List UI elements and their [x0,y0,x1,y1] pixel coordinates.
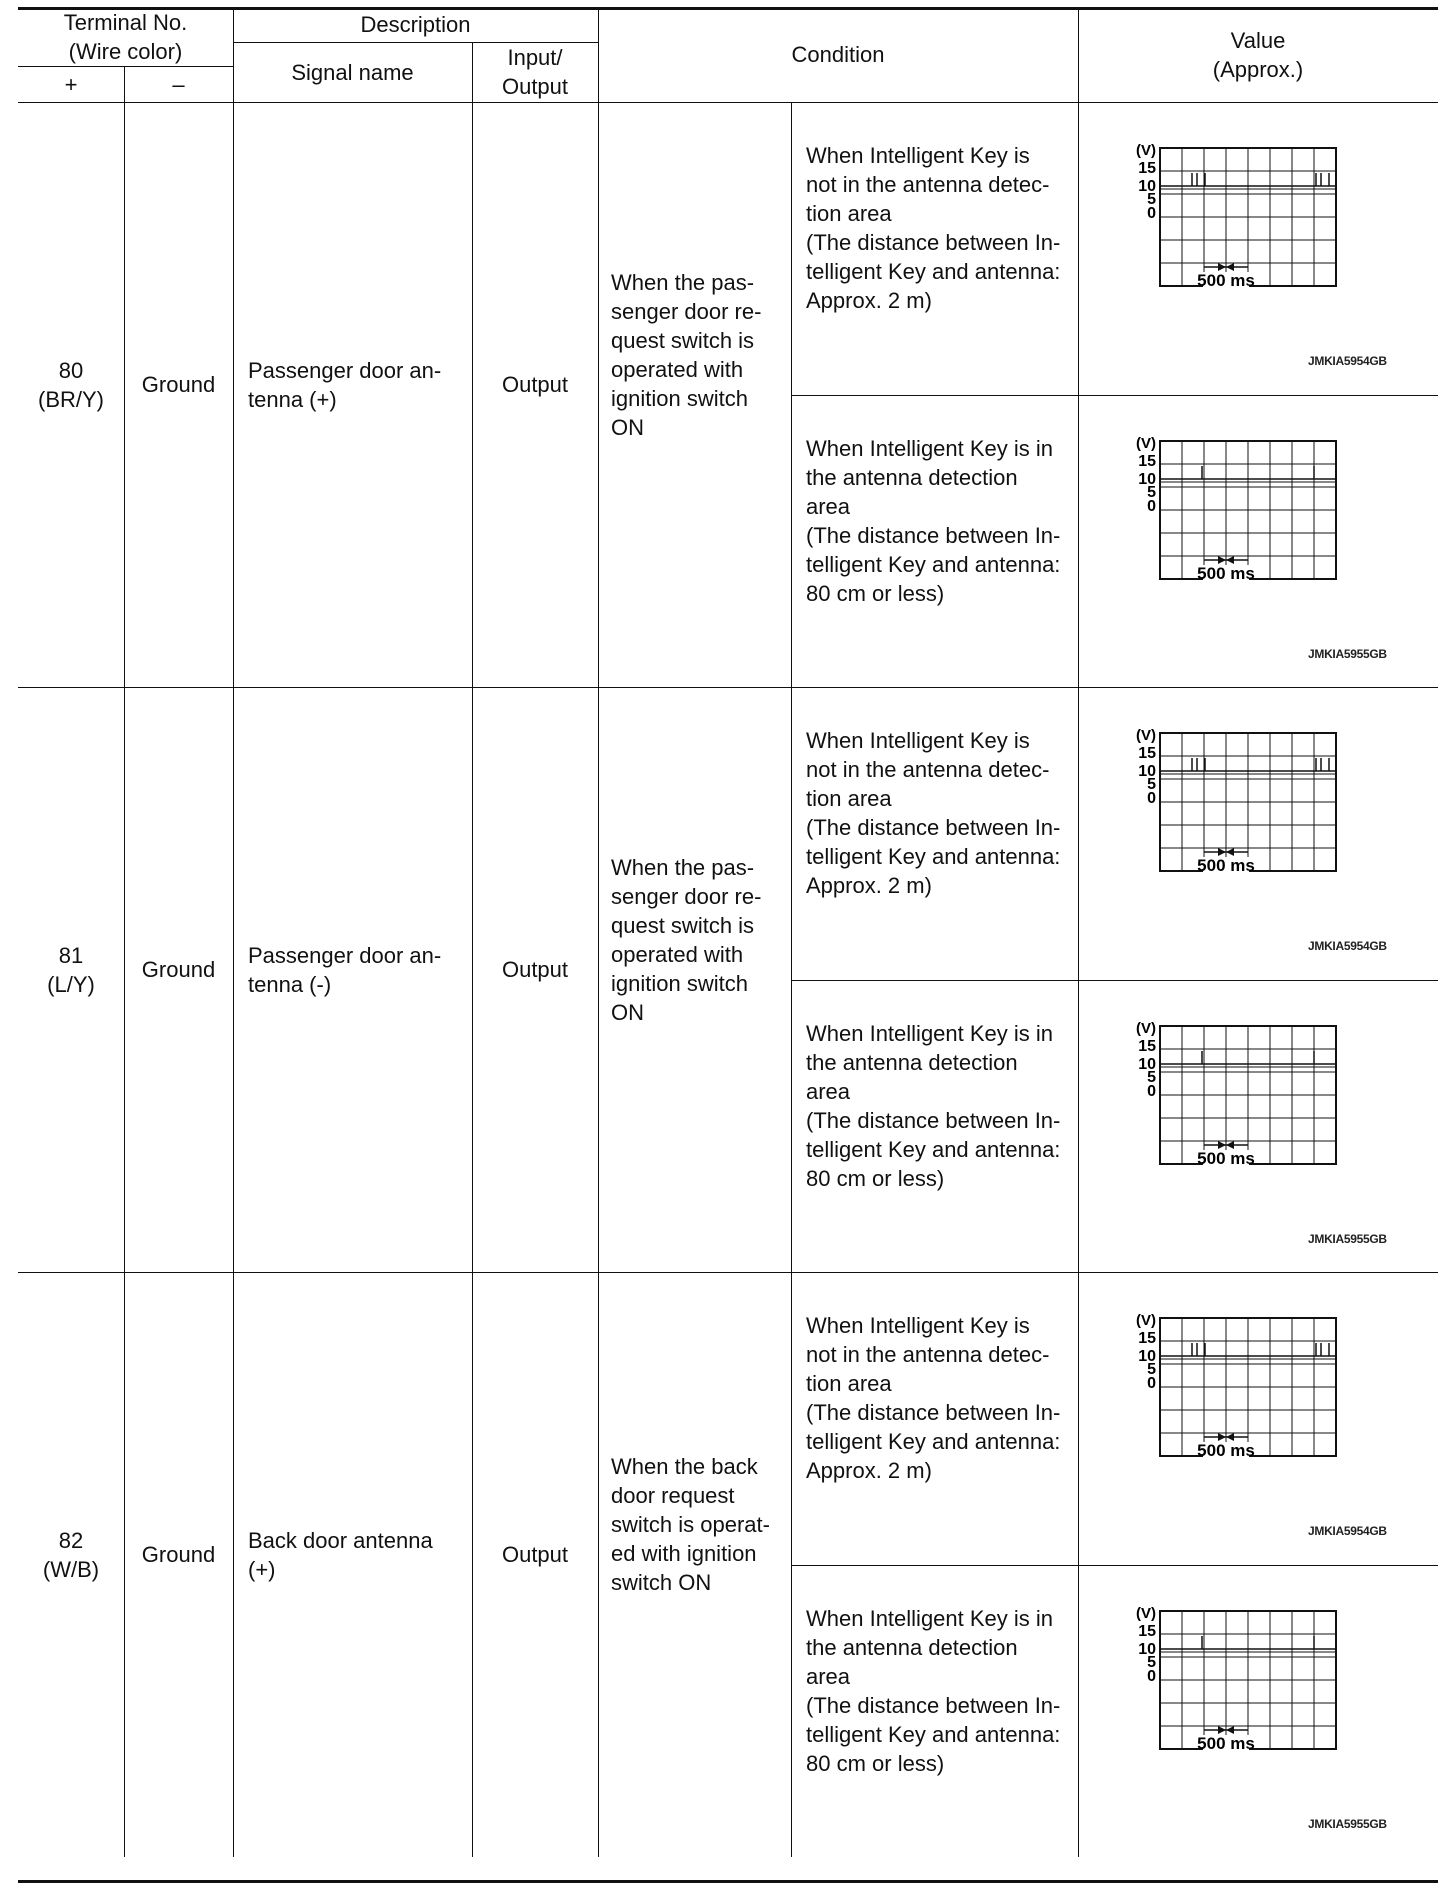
axis-tick-label: 15 [1138,745,1156,762]
waveform-oscilloscope [1110,435,1370,615]
time-division-label: 500 ms [1197,563,1255,583]
terminal-minus-cell [124,677,233,1262]
subcondition-cell-text: When Intelligent Key is not in the antenna detec- tion area (The distance between In- telligent Key and antenna: Approx. 2 m) [806,143,1061,314]
axis-tick-label: 0 [1147,205,1156,222]
axis-tick-label: 5 [1147,1068,1156,1086]
waveform-figure [1110,435,1370,615]
figure-code: JMKIA5955GB [1308,1231,1387,1246]
axis-tick-label: 0 [1147,1667,1156,1685]
time-division-label: 500 ms [1197,856,1255,875]
subcondition-cell-text: When Intelligent Key is not in the antenna detec- tion area (The distance between In- telligent Key and antenna: Approx. 2 m) [806,1313,1061,1484]
io-cell-text: Output [501,1542,569,1567]
waveform-figure [1110,1020,1370,1200]
axis-unit-label: (V) [1136,434,1156,452]
terminal-minus-cell [124,1262,233,1847]
condition-cell-text: When the pas- senger door re- quest switch is operated with ignition switch ON [611,269,762,440]
waveform-oscilloscope [1110,727,1370,907]
axis-tick-label: 0 [1147,1375,1156,1392]
time-marker-arrowhead [1218,1433,1226,1441]
subcondition-cell-text: When Intelligent Key is in the antenna detection area (The distance between In- telligent Key and antenna: 80 cm or less) [806,435,1061,606]
condition-cell [598,647,791,1232]
time-marker-arrowhead [1226,1141,1234,1149]
axis-tick-label: 5 [1147,1361,1156,1378]
terminal-plus-cell-text: 81 (L/Y) [47,942,95,997]
figure-code: JMKIA5955GB [1308,1816,1387,1831]
header-value-text: Value (Approx.) [1212,27,1304,82]
subcondition-cell [791,960,1078,1253]
waveform-oscilloscope [1110,1312,1370,1492]
subcondition-cell [791,1252,1078,1545]
time-marker-arrowhead [1226,556,1234,564]
waveform-oscilloscope [1110,1605,1370,1785]
subcondition-cell-text: When Intelligent Key is not in the antenna detec- tion area (The distance between In- telligent Key and antenna: Approx. 2 m) [806,728,1061,899]
axis-tick-label: 0 [1147,1082,1156,1100]
axis-tick-label: 10 [1138,178,1156,195]
condition-cell-text: When the back door request switch is operat- ed with ignition switch ON [611,1454,770,1595]
io-cell-text: Output [501,372,569,397]
waveform-figure [1110,142,1370,322]
header-value [1078,7,1438,102]
waveform-oscilloscope [1110,142,1370,322]
axis-tick-label: 5 [1147,776,1156,793]
io-cell [472,1262,598,1847]
time-marker-arrowhead [1226,1726,1234,1734]
axis-tick-label: 10 [1138,1640,1156,1658]
waveform-figure [1110,1605,1370,1785]
time-division-label: 500 ms [1197,1733,1255,1753]
time-marker-arrowhead [1218,1141,1226,1149]
terminal-plus-cell [18,92,124,677]
axis-unit-label: (V) [1136,1019,1156,1037]
time-marker-arrowhead [1226,848,1234,856]
condition-cell [598,62,791,647]
time-marker-arrowhead [1218,556,1226,564]
axis-tick-label: 0 [1147,497,1156,515]
terminal-plus-cell-text: 82 (W/B) [42,1527,100,1582]
axis-tick-label: 5 [1147,191,1156,208]
axis-tick-label: 5 [1147,1653,1156,1671]
signal-name-cell [233,1262,472,1847]
signal-name-cell-text: Passenger door an- tenna (+) [248,357,442,412]
subcondition-cell [791,1545,1078,1838]
condition-cell-text: When the pas- senger door re- quest switch is operated with ignition switch ON [611,854,762,1025]
time-marker-arrowhead [1218,263,1226,271]
axis-unit-label: (V) [1136,1312,1156,1329]
header-condition-text: Condition [791,42,885,67]
axis-unit-label: (V) [1136,1604,1156,1622]
axis-tick-label: 15 [1138,1037,1156,1055]
axis-tick-label: 5 [1147,483,1156,501]
subcondition-cell [791,667,1078,960]
axis-tick-label: 10 [1138,763,1156,780]
subcondition-cell-text: When Intelligent Key is in the antenna detection area (The distance between In- telligent Key and antenna: 80 cm or less) [806,1605,1061,1776]
time-marker-arrowhead [1226,1433,1234,1441]
axis-tick-label: 15 [1138,1330,1156,1347]
time-marker-arrowhead [1226,263,1234,271]
waveform-oscilloscope [1110,1020,1370,1200]
header-description-text: Description [360,12,471,37]
header-terminal-no [18,7,233,66]
terminal-minus-cell [124,92,233,677]
time-division-label: 500 ms [1197,1441,1255,1460]
axis-tick-label: 15 [1138,160,1156,177]
waveform-figure [1110,1312,1370,1492]
time-division-label: 500 ms [1197,1148,1255,1168]
figure-code: JMKIA5954GB [1308,1524,1387,1538]
subcondition-cell-text: When Intelligent Key is in the antenna detection area (The distance between In- telligent Key and antenna: 80 cm or less) [806,1020,1061,1191]
axis-unit-label: (V) [1136,727,1156,744]
header-plus-text: + [64,71,78,97]
axis-tick-label: 10 [1138,470,1156,488]
terminal-plus-cell [18,677,124,1262]
terminal-plus-cell [18,1262,124,1847]
header-terminal-no-text: Terminal No. (Wire color) [63,9,188,64]
axis-unit-label: (V) [1136,142,1156,159]
terminal-plus-cell-text: 80 (BR/Y) [38,357,104,412]
io-cell [472,92,598,677]
signal-name-cell [233,677,472,1262]
subcondition-cell [791,375,1078,668]
subcondition-cell [791,82,1078,375]
time-division-label: 500 ms [1197,271,1255,290]
time-marker-arrowhead [1218,1726,1226,1734]
axis-tick-label: 15 [1138,1622,1156,1640]
figure-code: JMKIA5955GB [1308,646,1387,661]
axis-tick-label: 10 [1138,1055,1156,1073]
terminal-reference-table [18,0,1438,1890]
condition-cell [598,1232,791,1817]
axis-tick-label: 15 [1138,452,1156,470]
io-cell [472,677,598,1262]
header-signal-name-text: Signal name [291,59,414,85]
terminal-minus-cell-text: Ground [141,957,216,982]
header-input-output-text: Input/ Output [501,45,569,99]
signal-name-cell-text: Passenger door an- tenna (-) [248,942,442,997]
header-minus-text: – [172,71,185,97]
figure-code: JMKIA5954GB [1308,939,1387,953]
waveform-figure [1110,727,1370,907]
axis-tick-label: 0 [1147,790,1156,807]
axis-tick-label: 10 [1138,1348,1156,1365]
terminal-minus-cell-text: Ground [141,372,216,397]
table-bottom-rule [18,1880,1438,1883]
time-marker-arrowhead [1218,848,1226,856]
figure-code: JMKIA5954GB [1308,354,1387,368]
signal-name-cell-text: Back door antenna (+) [248,1527,433,1582]
terminal-minus-cell-text: Ground [141,1542,216,1567]
signal-name-cell [233,92,472,677]
io-cell-text: Output [501,957,569,982]
header-description [233,7,598,42]
